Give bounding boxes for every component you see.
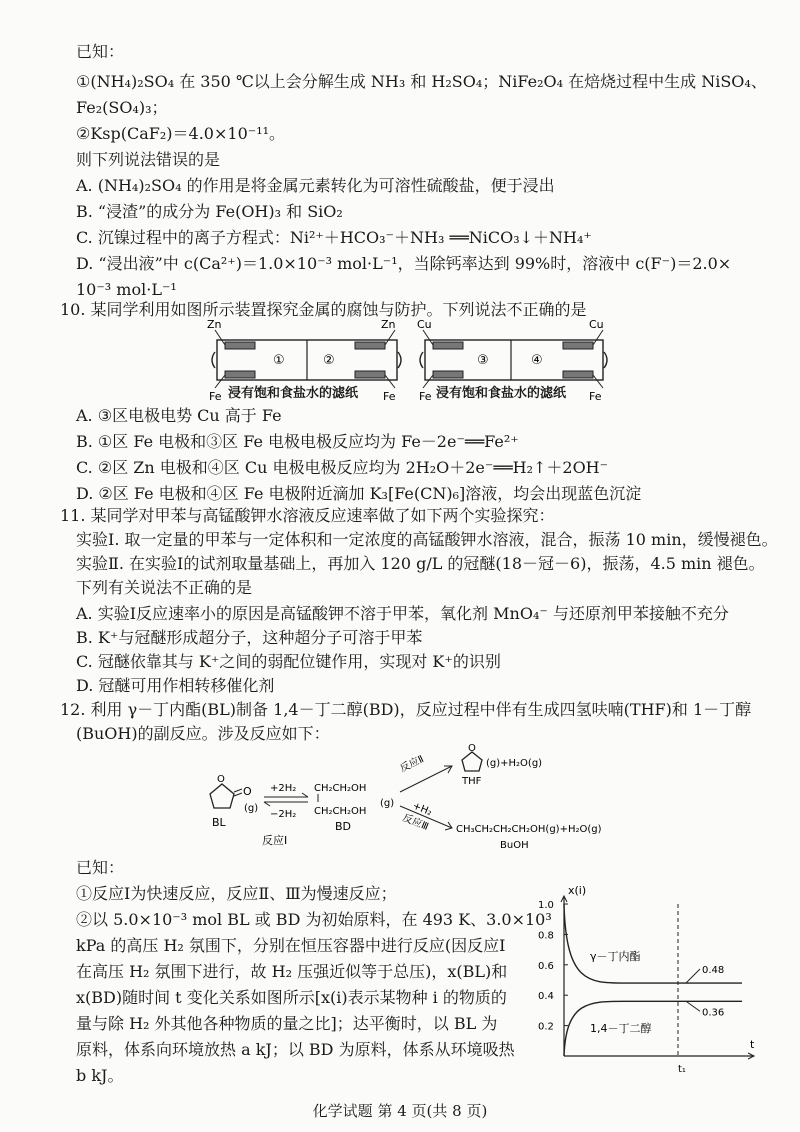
series-bl-name: γ－丁内酯	[590, 950, 641, 963]
q9-option-d-cont: 10⁻³ mol·L⁻¹	[76, 280, 177, 299]
q11-ask: 下列有关说法不正确的是	[76, 578, 253, 597]
left-bot-right-label: Fe	[383, 390, 396, 402]
chart-y-tick-label: 0.6	[538, 960, 554, 972]
left-figure-caption: 浸有饱和食盐水的滤纸	[228, 386, 359, 401]
q11-option-b: B. K⁺与冠醚形成超分子，这种超分子可溶于甲苯	[76, 628, 423, 647]
reaction-1-label: 反应Ⅰ	[262, 834, 288, 847]
h2-label: +H₂	[410, 800, 434, 819]
bd-top: CH₂CH₂OH	[314, 783, 367, 794]
q12-known-2-line-2: kPa 的高压 H₂ 氛围下，分别在恒压容器中进行反应(因反应Ⅰ	[76, 936, 506, 955]
page-footer: 化学试题 第 4 页(共 8 页)	[312, 1102, 488, 1120]
q12-known-2-line-7: b kJ。	[76, 1066, 124, 1085]
bd-label: BD	[335, 820, 352, 833]
zone-2: ②	[323, 353, 335, 368]
q12-known-2-line-4: x(BD)随时间 t 变化关系如图所示[x(i)表示某物种 i 的物质的	[76, 988, 507, 1007]
right-bot-right-label: Fe	[589, 390, 602, 402]
svg-text:O: O	[217, 774, 225, 785]
reaction-2-label: 反应Ⅱ	[398, 753, 426, 775]
bl-label: BL	[212, 816, 226, 829]
q10-stem: 10. 某同学利用如图所示装置探究金属的腐蚀与防护。下列说法不正确的是	[60, 300, 587, 319]
chart-t1-label: t₁	[678, 1064, 686, 1075]
chart-y-label: x(i)	[568, 884, 587, 897]
q9-known-2: ②Ksp(CaF₂)＝4.0×10⁻¹¹。	[76, 124, 286, 143]
q10-option-d: D. ②区 Fe 电极和④区 Fe 电极附近滴加 K₃[Fe(CN)₆]溶液，均会出现蓝色沉淀	[76, 484, 642, 503]
series-bd-end-label: 0.36	[702, 1007, 725, 1019]
right-top-right-label: Cu	[589, 318, 604, 331]
left-bot-left-label: Fe	[209, 390, 222, 402]
thf-products: (g)+H₂O(g)	[486, 758, 543, 769]
chart-y-tick-label: 0.2	[538, 1021, 554, 1033]
series-bl-pointer	[686, 969, 700, 983]
q11-exp1: 实验Ⅰ. 取一定量的甲苯与一定体积和一定浓度的高锰酸钾水溶液，混合，振荡 10 min，缓慢褪色。	[76, 530, 778, 549]
reaction-2-branch	[398, 743, 543, 792]
series-bd-name: 1,4－丁二醇	[590, 1022, 652, 1035]
bd-state: (g)	[380, 798, 395, 809]
q12-stem-2: (BuOH)的副反应。涉及反应如下：	[76, 724, 330, 743]
q11-exp2: 实验Ⅱ. 在实验Ⅰ的试剂取量基础上，再加入 120 g/L 的冠醚(18－冠－6)，振荡，4.5 min 褪色。	[76, 554, 765, 573]
q10-option-c: C. ②区 Zn 电极和④区 Cu 电极电极反应均为 2H₂O＋2e⁻══H₂↑＋2OH⁻	[76, 458, 609, 477]
q9-known-1b: Fe₂(SO₄)₃；	[76, 98, 168, 117]
plus-2h2: +2H₂	[270, 783, 297, 794]
q9-known-1: ①(NH₄)₂SO₄ 在 350 ℃以上会分解生成 NH₃ 和 H₂SO₄；NiFe₂O₄ 在焙烧过程中生成 NiSO₄、	[76, 72, 767, 91]
q12-known-2-line-1: ②以 5.0×10⁻³ mol BL 或 BD 为初始原料，在 493 K、3.0×10³	[76, 910, 552, 929]
q11-option-a: A. 实验Ⅰ反应速率小的原因是高锰酸钾不溶于甲苯，氧化剂 MnO₄⁻ 与还原剂甲苯接触不充分	[76, 604, 729, 623]
q11-option-c: C. 冠醚依靠其与 K⁺之间的弱配位键作用，实现对 K⁺的识别	[76, 652, 501, 671]
reaction-scheme	[190, 742, 640, 854]
q9-known-title: 已知：	[76, 42, 125, 61]
q12-known-2-line-6: 原料，体系向环境放热 a kJ；以 BD 为原料，体系从环境吸热	[76, 1040, 515, 1059]
q12-known-2-line-3: 在高压 H₂ 氛围下进行，故 H₂ 压强近似等于总压)，x(BL)和	[76, 962, 508, 981]
svg-text:O: O	[243, 785, 252, 798]
right-bot-left-label: Fe	[419, 390, 432, 402]
q9-stem: 则下列说法错误的是	[76, 150, 221, 169]
right-figure-caption: 浸有饱和食盐水的滤纸	[436, 386, 567, 401]
right-top-left-label: Cu	[417, 318, 432, 331]
buoh-products: CH₃CH₂CH₂CH₂OH(g)+H₂O(g)	[456, 824, 602, 835]
zone-1: ①	[273, 353, 285, 368]
chart-x-label: t	[750, 1038, 755, 1051]
q12-stem-1: 12. 利用 γ－丁内酯(BL)制备 1,4－丁二醇(BD)，反应过程中伴有生成四氢呋喃(THF)和 1－丁醇	[60, 700, 752, 719]
q11-stem: 11. 某同学对甲苯与高锰酸钾水溶液反应速率做了如下两个实验探究：	[60, 506, 555, 525]
q10-option-b: B. ①区 Fe 电极和③区 Fe 电极电极反应均为 Fe－2e⁻══Fe²⁺	[76, 432, 519, 451]
chart-y-tick-label: 0.8	[538, 930, 554, 942]
q10-option-a: A. ③区电极电势 Cu 高于 Fe	[76, 406, 282, 425]
thf-label: THF	[462, 776, 482, 787]
q12-known-title: 已知：	[76, 858, 125, 877]
reaction-3-branch	[400, 801, 602, 851]
q12-known-2-line-5: 量与除 H₂ 外其他各种物质的量之比]；达平衡时，以 BL 为	[76, 1014, 498, 1033]
q11-option-d: D. 冠醚可用作相转移催化剂	[76, 676, 275, 695]
left-top-left-label: Zn	[207, 318, 222, 331]
q9-option-d: D. “浸出液”中 c(Ca²⁺)＝1.0×10⁻³ mol·L⁻¹，当除钙率达到 99%时，溶液中 c(F⁻)＝2.0×	[76, 254, 732, 273]
chart-y-tick-label: 0.4	[538, 991, 554, 1003]
q12-known-1: ①反应Ⅰ为快速反应，反应Ⅱ、Ⅲ为慢速反应；	[76, 884, 397, 903]
reaction-3-label: 反应Ⅲ	[400, 812, 430, 833]
bd-bottom: CH₂CH₂OH	[314, 806, 367, 817]
left-top-right-label: Zn	[381, 318, 396, 331]
minus-2h2: −2H₂	[270, 809, 297, 820]
bl-state: (g)	[244, 803, 259, 814]
buoh-label: BuOH	[500, 840, 529, 851]
svg-text:O: O	[468, 743, 476, 754]
chart-y-tick-label: 1.0	[538, 900, 554, 911]
equilibrium-arrows	[264, 783, 308, 820]
x-vs-t-chart	[528, 880, 768, 1080]
series-bl-end-label: 0.48	[702, 965, 725, 977]
bl-structure	[210, 774, 258, 829]
zone-4: ④	[531, 353, 543, 368]
series-bd-pointer	[686, 1001, 700, 1011]
zone-3: ③	[477, 353, 489, 368]
q9-option-b: B. “浸渣”的成分为 Fe(OH)₃ 和 SiO₂	[76, 202, 343, 221]
q9-option-a: A. (NH₄)₂SO₄ 的作用是将金属元素转化为可溶性硫酸盐，便于浸出	[76, 176, 555, 195]
q9-option-c: C. 沉镍过程中的离子方程式：Ni²⁺＋HCO₃⁻＋NH₃ ══NiCO₃↓＋NH₄⁺	[76, 228, 592, 247]
